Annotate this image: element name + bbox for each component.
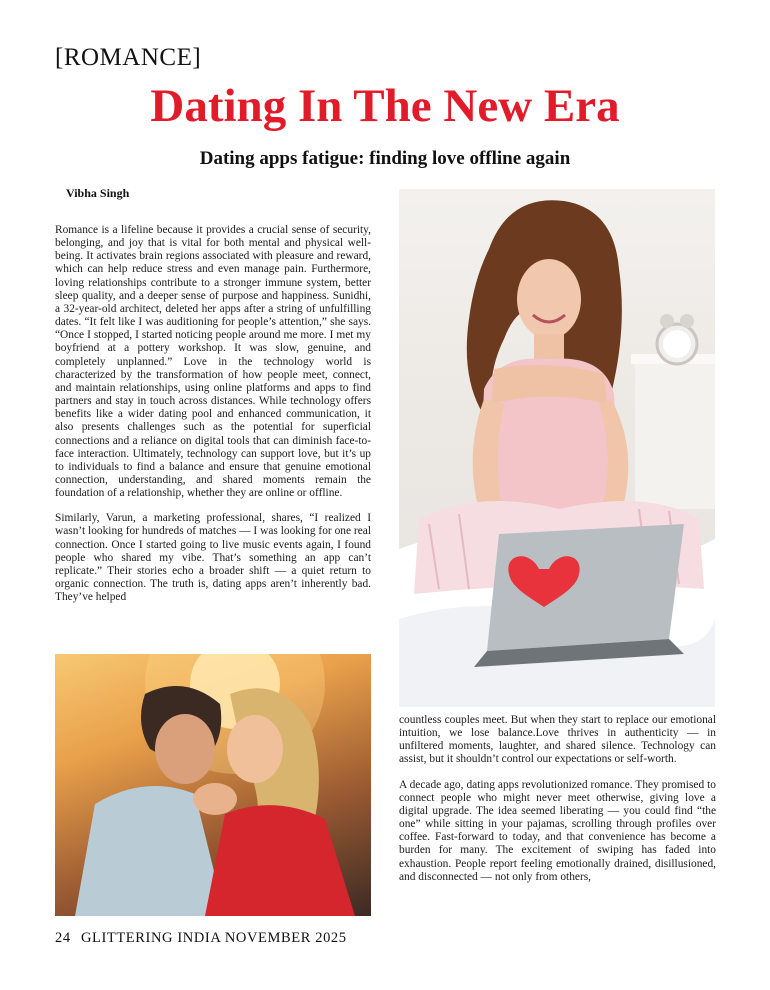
byline: Vibha Singh: [66, 186, 130, 200]
subheadline: Dating apps fatigue: finding love offline again: [199, 148, 571, 169]
page-number: 24: [55, 930, 71, 946]
section-tag: [ROMANCE]: [55, 44, 202, 71]
article-left-column: [55, 224, 371, 616]
publication-name: GLITTERING INDIA NOVEMBER 2025: [80, 930, 347, 946]
paragraph: Romance is a lifeline because it provides a crucial sense of security, belonging, and joy that is vital for both mental and physical well-being. It activates brain regions associated with pleasure and reward, which can help reduce stress and even manage pain. Furthermore, loving relationships contribute to a stronger immune system, better sleep quality, and a deeper sense of purpose and happiness. Sunidhi, a 32-year-old architect, deleted her apps after a string of unfulfilling dates. “It felt like I was auditioning for people’s attention,” she says. “Once I stopped, I started noticing people around me more. I met my boyfriend at a pottery workshop. It was slow, genuine, and completely unplanned.” Love in the technology world is characterized by the transformation of how people meet, connect, and maintain relationships, using online platforms and apps to find partners and stay in touch across distances. While technology offers benefits like a wider dating pool and enhanced communication, it also presents challenges such as the potential for superficial connections and a reliance on digital tools that can diminish face-to-face interaction. Ultimately, technology can support love, but it’s up to individuals to find a balance and ensure that genuine emotional connection, understanding, and shared moments remain the foundation of a relationship, whether they are online or offline.: [55, 224, 371, 500]
headline: Dating In The New Era: [150, 80, 620, 132]
article-right-column: [399, 714, 716, 896]
paragraph: Similarly, Varun, a marketing professional, shares, “I realized I wasn’t looking for hundreds of matches — I was looking for one real connection. Once I started going to live music events again, I found people who shared my vibe. That’s something an app can’t replicate.” Their stories echo a broader shift — a quiet return to organic connection. The truth is, dating apps aren’t inherently bad. They’ve helped: [55, 512, 371, 604]
woman-laptop-photo: [399, 189, 715, 707]
paragraph: countless couples meet. But when they start to replace our emotional intuition, we lose balance.Love thrives in authenticity — in unfiltered moments, laughter, and shared silence. Technology can assist, but it shouldn’t control our expectations or self-worth.: [399, 714, 716, 766]
page-footer: [55, 930, 347, 947]
couple-photo: [55, 654, 371, 916]
paragraph: A decade ago, dating apps revolutionized romance. They promised to connect people who might never meet otherwise, giving love a digital upgrade. The idea seemed liberating — you could find “the one” while sitting in your pajamas, scrolling through profiles over coffee. Fast-forward to today, and that convenience has become a burden for many. The excitement of swiping has faded into exhaustion. People report feeling emotionally drained, disillusioned, and disconnected — not only from others,: [399, 778, 716, 883]
